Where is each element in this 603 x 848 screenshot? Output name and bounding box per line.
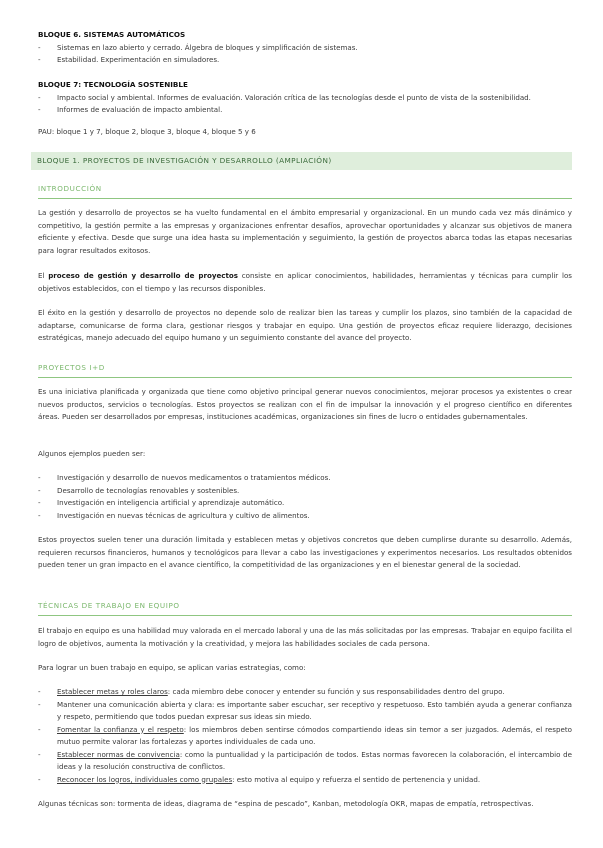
bloque6-section [38, 29, 572, 67]
list-item: - Reconocer los logros, individuales como grupales: esto motiva al equipo y refuerza el sentido de pertenencia y unidad. [38, 774, 572, 787]
proyectos-paragraph-1: Es una iniciativa planificada y organizada que tiene como objetivo principal generar nuevos conocimientos, mejorar procesos ya existentes o crear nuevos productos, servicios o tecnologías. Estos proyectos se realizan con el fin de impulsar la innovación y el progreso científico en diferentes áreas. Pueden ser desarrollados por empresas, instituciones académicas, organizaciones sin fines de lucro o entidades gubernamentales. [38, 387, 572, 421]
list-item: - Informes de evaluación de impacto ambiental. [38, 105, 223, 114]
proyectos-paragraph-3: Estos proyectos suelen tener una duración limitada y establecen metas y objetivos concretos que deben cumplirse durante su desarrollo. Además, requieren recursos financieros, humanos y tecnológicos para llevar a cabo las investigaciones y experimentos necesarios. Los resultados obtenidos pueden tener un gran impacto en el avance científico, la competitividad de las organizaciones y en el bienestar general de la sociedad. [38, 535, 572, 569]
proyectos-list [38, 472, 572, 522]
bloque6-title: BLOQUE 6. SISTEMAS AUTOMÁTICOS [38, 30, 186, 39]
list-item: - Fomentar la confianza y el respeto: los miembros deben sentirse cómodos compartiendo ideas sin temor a ser juzgados. Además, el respeto mutuo permite valorar las fortalezas y aportes individuales de cada uno. [38, 724, 572, 749]
tecnicas-paragraph-2: Para lograr un buen trabajo en equipo, se aplican varias estrategias, como: [38, 663, 306, 672]
list-item: - Investigación y desarrollo de nuevos medicamentos o tratamientos médicos. [38, 472, 572, 485]
intro-paragraph-1: La gestión y desarrollo de proyectos se ha vuelto fundamental en el ámbito empresarial y organizacional. En un mundo cada vez más dinámico y competitivo, la gestión permite a las empresas y organizaciones enfrentar desafíos, aprovechar oportunidades y alcanzar sus objetivos de manera eficiente y efectiva. Desde que surge una idea hasta su implementación y seguimiento, la gestión de proyectos abarca todas las etapas necesarias para lograr resultados exitosos. [38, 208, 572, 255]
list-item: - Establecer metas y roles claros: cada miembro debe conocer y entender su función y sus responsabilidades dentro del grupo. [38, 686, 572, 699]
tecnicas-paragraph-3: Algunas técnicas son: tormenta de ideas, diagrama de “espina de pescado”, Kanban, metodología OKR, mapas de empatía, retrospectivas. [38, 799, 534, 808]
section-title-proyectos: PROYECTOS I+D [38, 362, 572, 378]
bloque7-section [38, 79, 572, 117]
list-item: - Impacto social y ambiental. Informes de evaluación. Valoración crítica de las tecnologías desde el punto de vista de la sostenibilidad. [38, 92, 531, 102]
list-item: - Mantener una comunicación abierta y clara: es importante saber escuchar, ser receptivo y respetuoso. Esto también ayuda a generar confianza y respeto, permitiendo que todos puedan expresar sus ideas sin miedo. [38, 699, 572, 724]
proyectos-paragraph-2: Algunos ejemplos pueden ser: [38, 449, 146, 458]
list-item: - Estabilidad. Experimentación en simuladores. [38, 55, 220, 64]
list-item: - Establecer normas de convivencia: como la puntualidad y la participación de todos. Estas normas favorecen la colaboración, el intercambio de ideas y la resolución constructiva de conflictos. [38, 749, 572, 774]
section-title-tecnicas: TÉCNICAS DE TRABAJO EN EQUIPO [38, 600, 572, 616]
bloque7-title: BLOQUE 7: TECNOLOGÍA SOSTENIBLE [38, 80, 188, 89]
list-item: - Investigación en nuevas técnicas de agricultura y cultivo de alimentos. [38, 510, 572, 523]
list-item: - Desarrollo de tecnologías renovables y sostenibles. [38, 485, 572, 498]
tecnicas-paragraph-1: El trabajo en equipo es una habilidad muy valorada en el mercado laboral y una de las más solicitadas por las empresas. Trabajar en equipo facilita el logro de objetivos, aumenta la motivación y la creatividad, y mejora las habilidades sociales de cada persona. [38, 626, 572, 648]
section-title-introduccion: INTRODUCCIÓN [38, 183, 572, 199]
pau-note: PAU: bloque 1 y 7, bloque 2, bloque 3, bloque 4, bloque 5 y 6 [38, 127, 256, 136]
list-item: - Sistemas en lazo abierto y cerrado. Álgebra de bloques y simplificación de sistemas. [38, 42, 358, 52]
intro-paragraph-2: El proceso de gestión y desarrollo de proyectos consiste en aplicar conocimientos, habilidades, herramientas y técnicas para cumplir los objetivos establecidos, con el tiempo y las recursos disponibles. [38, 271, 572, 293]
intro-paragraph-3: El éxito en la gestión y desarrollo de proyectos no depende solo de realizar bien las tareas y cumplir los plazos, sino también de la capacidad de adaptarse, comunicarse de forma clara, gestionar riesgos y trabajar en equipo. Una gestión de proyectos eficaz requiere liderazgo, decisiones estratégicas, manejo adecuado del equipo humano y un seguimiento constante del avance del proyecto. [38, 308, 572, 342]
tecnicas-list [38, 686, 572, 786]
section-banner: BLOQUE 1. PROYECTOS DE INVESTIGACIÓN Y DESARROLLO (AMPLIACIÓN) [31, 152, 572, 170]
list-item: - Investigación en inteligencia artificial y aprendizaje automático. [38, 497, 572, 510]
